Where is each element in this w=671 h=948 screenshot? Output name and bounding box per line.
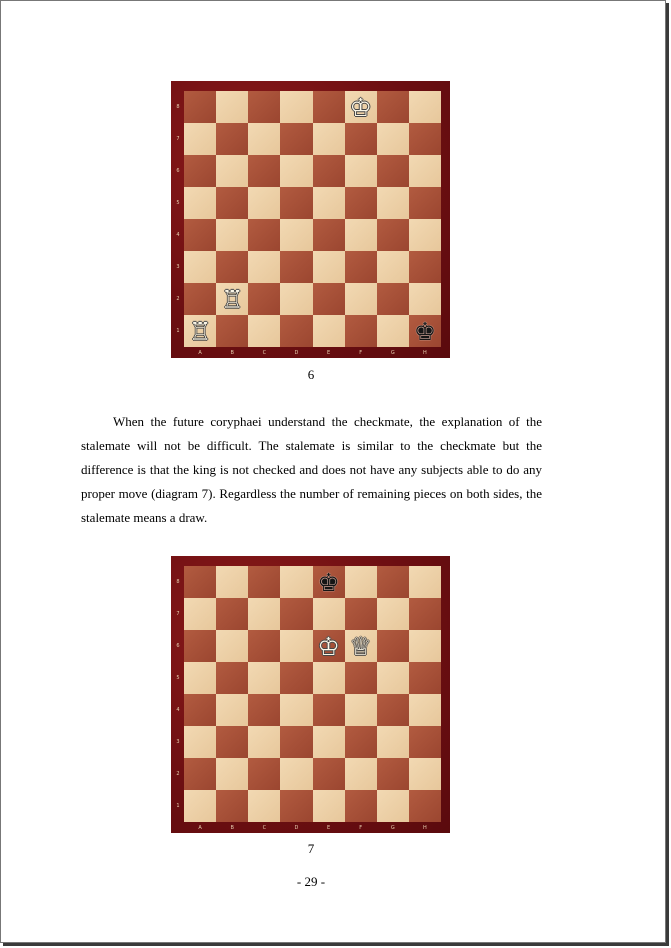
square-b4 bbox=[216, 219, 248, 251]
rank-label: 7 bbox=[176, 136, 180, 142]
square-d4 bbox=[280, 694, 312, 726]
square-d2 bbox=[280, 283, 312, 315]
white-rook-icon: ♖ bbox=[220, 284, 244, 314]
square-a6 bbox=[184, 630, 216, 662]
square-e3 bbox=[313, 251, 345, 283]
square-c3 bbox=[248, 726, 280, 758]
square-f3 bbox=[345, 251, 377, 283]
file-label: D bbox=[294, 349, 299, 356]
square-c6 bbox=[248, 630, 280, 662]
square-g8 bbox=[377, 566, 409, 598]
square-f8 bbox=[345, 91, 377, 123]
square-g7 bbox=[377, 123, 409, 155]
file-label: F bbox=[359, 349, 363, 356]
square-e7 bbox=[313, 598, 345, 630]
square-d1 bbox=[280, 315, 312, 347]
square-c8 bbox=[248, 91, 280, 123]
rank-label: 3 bbox=[176, 264, 180, 270]
square-c6 bbox=[248, 155, 280, 187]
file-label: G bbox=[390, 824, 395, 831]
square-f8 bbox=[345, 566, 377, 598]
square-h6 bbox=[409, 630, 441, 662]
square-a8 bbox=[184, 566, 216, 598]
square-c4 bbox=[248, 694, 280, 726]
square-f5 bbox=[345, 662, 377, 694]
rank-label: 8 bbox=[176, 579, 180, 585]
square-g2 bbox=[377, 758, 409, 790]
square-c4 bbox=[248, 219, 280, 251]
square-c1 bbox=[248, 315, 280, 347]
file-label: B bbox=[230, 349, 234, 356]
square-a4 bbox=[184, 694, 216, 726]
file-label: C bbox=[262, 349, 267, 356]
file-label: B bbox=[230, 824, 234, 831]
square-a2 bbox=[184, 758, 216, 790]
square-d5 bbox=[280, 662, 312, 694]
file-label: G bbox=[390, 349, 395, 356]
square-g2 bbox=[377, 283, 409, 315]
square-b1 bbox=[216, 790, 248, 822]
file-label: H bbox=[423, 349, 427, 356]
file-label: E bbox=[326, 824, 331, 831]
square-g3 bbox=[377, 726, 409, 758]
square-f7 bbox=[345, 598, 377, 630]
square-h8 bbox=[409, 91, 441, 123]
square-c2 bbox=[248, 758, 280, 790]
file-label: A bbox=[198, 824, 202, 831]
square-e8 bbox=[313, 566, 345, 598]
rank-label: 4 bbox=[176, 707, 180, 713]
square-d8 bbox=[280, 566, 312, 598]
rank-label: 5 bbox=[176, 200, 180, 206]
chessboard-grid bbox=[184, 91, 441, 347]
file-labels bbox=[184, 823, 441, 832]
white-rook-icon: ♖ bbox=[188, 316, 212, 346]
square-b5 bbox=[216, 662, 248, 694]
square-c8 bbox=[248, 566, 280, 598]
square-h1 bbox=[409, 315, 441, 347]
rank-label: 1 bbox=[176, 803, 180, 809]
square-e6 bbox=[313, 155, 345, 187]
square-b7 bbox=[216, 123, 248, 155]
square-g6 bbox=[377, 630, 409, 662]
square-f5 bbox=[345, 187, 377, 219]
square-d6 bbox=[280, 630, 312, 662]
chessboard-grid bbox=[184, 566, 441, 822]
body-paragraph: When the future coryphaei understand the checkmate, the explanation of the stalemate will not be difficult. The stalemate is similar to the checkmate but the difference is that the king is not checked and does not have any subjects able to do any proper move (diagram 7). Regardless the number of remaining pieces on both sides, the stalemate means a draw. bbox=[81, 414, 542, 525]
square-f4 bbox=[345, 219, 377, 251]
rank-label: 1 bbox=[176, 328, 180, 334]
file-label: F bbox=[359, 824, 363, 831]
square-g6 bbox=[377, 155, 409, 187]
square-g4 bbox=[377, 219, 409, 251]
file-label: E bbox=[326, 349, 331, 356]
square-h6 bbox=[409, 155, 441, 187]
square-d3 bbox=[280, 726, 312, 758]
square-h1 bbox=[409, 790, 441, 822]
square-c7 bbox=[248, 123, 280, 155]
square-a5 bbox=[184, 662, 216, 694]
square-b3 bbox=[216, 726, 248, 758]
square-d7 bbox=[280, 598, 312, 630]
square-e2 bbox=[313, 283, 345, 315]
square-d6 bbox=[280, 155, 312, 187]
square-d4 bbox=[280, 219, 312, 251]
square-a4 bbox=[184, 219, 216, 251]
square-f4 bbox=[345, 694, 377, 726]
square-g8 bbox=[377, 91, 409, 123]
square-c3 bbox=[248, 251, 280, 283]
square-h7 bbox=[409, 123, 441, 155]
square-f2 bbox=[345, 758, 377, 790]
square-f6 bbox=[345, 155, 377, 187]
square-f6 bbox=[345, 630, 377, 662]
square-a6 bbox=[184, 155, 216, 187]
square-c5 bbox=[248, 662, 280, 694]
square-h4 bbox=[409, 694, 441, 726]
file-label: A bbox=[198, 349, 202, 356]
square-d8 bbox=[280, 91, 312, 123]
square-e5 bbox=[313, 187, 345, 219]
square-h2 bbox=[409, 283, 441, 315]
square-e5 bbox=[313, 662, 345, 694]
file-label: C bbox=[262, 824, 267, 831]
square-h3 bbox=[409, 251, 441, 283]
square-e6 bbox=[313, 630, 345, 662]
square-d1 bbox=[280, 790, 312, 822]
square-d7 bbox=[280, 123, 312, 155]
square-f3 bbox=[345, 726, 377, 758]
square-d2 bbox=[280, 758, 312, 790]
square-b5 bbox=[216, 187, 248, 219]
square-g5 bbox=[377, 662, 409, 694]
diagram-caption-7: 7 bbox=[307, 841, 315, 856]
square-g7 bbox=[377, 598, 409, 630]
square-e2 bbox=[313, 758, 345, 790]
square-h5 bbox=[409, 662, 441, 694]
square-a7 bbox=[184, 123, 216, 155]
diagram-caption-6: 6 bbox=[307, 367, 315, 382]
file-label: D bbox=[294, 824, 299, 831]
chess-diagram-6 bbox=[171, 81, 450, 358]
square-b1 bbox=[216, 315, 248, 347]
square-h8 bbox=[409, 566, 441, 598]
square-b6 bbox=[216, 630, 248, 662]
square-b2 bbox=[216, 283, 248, 315]
square-a1 bbox=[184, 315, 216, 347]
square-c5 bbox=[248, 187, 280, 219]
square-h3 bbox=[409, 726, 441, 758]
square-f1 bbox=[345, 315, 377, 347]
rank-label: 2 bbox=[176, 771, 180, 777]
square-e4 bbox=[313, 219, 345, 251]
square-g5 bbox=[377, 187, 409, 219]
square-a3 bbox=[184, 726, 216, 758]
rank-labels bbox=[174, 566, 182, 822]
square-f7 bbox=[345, 123, 377, 155]
square-h4 bbox=[409, 219, 441, 251]
square-b4 bbox=[216, 694, 248, 726]
rank-label: 7 bbox=[176, 611, 180, 617]
square-h2 bbox=[409, 758, 441, 790]
square-a7 bbox=[184, 598, 216, 630]
square-b3 bbox=[216, 251, 248, 283]
square-g3 bbox=[377, 251, 409, 283]
square-b6 bbox=[216, 155, 248, 187]
square-e4 bbox=[313, 694, 345, 726]
square-a8 bbox=[184, 91, 216, 123]
square-f2 bbox=[345, 283, 377, 315]
square-h7 bbox=[409, 598, 441, 630]
rank-label: 3 bbox=[176, 739, 180, 745]
white-king-icon: ♔ bbox=[349, 92, 372, 122]
square-b7 bbox=[216, 598, 248, 630]
square-a3 bbox=[184, 251, 216, 283]
square-a2 bbox=[184, 283, 216, 315]
white-king-icon: ♔ bbox=[317, 631, 340, 661]
square-e3 bbox=[313, 726, 345, 758]
rank-label: 8 bbox=[176, 104, 180, 110]
square-f1 bbox=[345, 790, 377, 822]
rank-label: 6 bbox=[176, 643, 180, 649]
file-labels bbox=[184, 348, 441, 357]
file-label: H bbox=[423, 824, 427, 831]
square-a1 bbox=[184, 790, 216, 822]
square-c1 bbox=[248, 790, 280, 822]
square-c7 bbox=[248, 598, 280, 630]
chess-diagram-7 bbox=[171, 556, 450, 833]
white-queen-icon: ♕ bbox=[349, 631, 372, 661]
square-e7 bbox=[313, 123, 345, 155]
page-number: - 29 - bbox=[296, 874, 326, 889]
rank-label: 5 bbox=[176, 675, 180, 681]
square-b2 bbox=[216, 758, 248, 790]
rank-label: 6 bbox=[176, 168, 180, 174]
square-b8 bbox=[216, 566, 248, 598]
square-e1 bbox=[313, 790, 345, 822]
square-b8 bbox=[216, 91, 248, 123]
rank-label: 2 bbox=[176, 296, 180, 302]
rank-labels bbox=[174, 91, 182, 347]
square-e8 bbox=[313, 91, 345, 123]
square-g1 bbox=[377, 790, 409, 822]
black-king-icon: ♚ bbox=[317, 567, 340, 597]
black-king-icon: ♚ bbox=[413, 316, 437, 346]
square-c2 bbox=[248, 283, 280, 315]
square-g4 bbox=[377, 694, 409, 726]
square-g1 bbox=[377, 315, 409, 347]
square-d5 bbox=[280, 187, 312, 219]
square-h5 bbox=[409, 187, 441, 219]
square-e1 bbox=[313, 315, 345, 347]
rank-label: 4 bbox=[176, 232, 180, 238]
square-a5 bbox=[184, 187, 216, 219]
square-d3 bbox=[280, 251, 312, 283]
